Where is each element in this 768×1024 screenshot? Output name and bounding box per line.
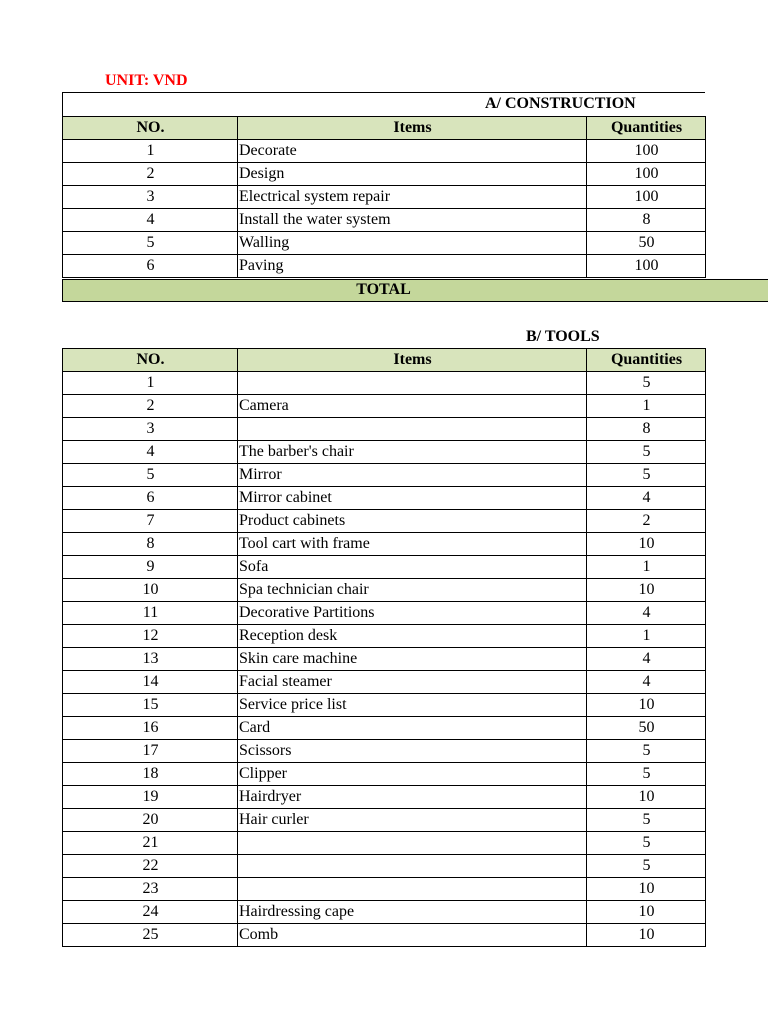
row-item-cell: Install the water system [238,209,587,232]
row-number-cell: 25 [63,924,238,947]
row-item-cell: Hair curler [238,809,587,832]
row-item-cell [238,832,587,855]
row-item-cell [238,372,587,395]
row-quantity-cell: 10 [587,786,706,809]
row-quantity-cell: 5 [587,763,706,786]
row-item-cell: Hairdressing cape [238,901,587,924]
row-number-cell: 13 [63,648,238,671]
row-number-cell: 17 [63,740,238,763]
tools-table [62,348,706,947]
table-row [63,209,706,232]
table-row [63,809,706,832]
row-quantity-cell: 10 [587,924,706,947]
row-quantity-cell: 4 [587,487,706,510]
row-number-cell: 2 [63,163,238,186]
row-quantity-cell: 5 [587,855,706,878]
row-number-cell: 3 [63,418,238,441]
header-quantities: Quantities [587,349,706,372]
table-row [63,510,706,533]
row-item-cell: Decorative Partitions [238,602,587,625]
row-number-cell: 8 [63,533,238,556]
row-quantity-cell: 4 [587,671,706,694]
row-item-cell [238,418,587,441]
table-row [63,579,706,602]
table-row [63,694,706,717]
row-item-cell: Skin care machine [238,648,587,671]
table-row [63,163,706,186]
table-row [63,671,706,694]
row-number-cell: 5 [63,464,238,487]
row-quantity-cell: 50 [587,232,706,255]
row-quantity-cell: 10 [587,533,706,556]
row-number-cell: 1 [63,140,238,163]
row-number-cell: 4 [63,441,238,464]
row-quantity-cell: 100 [587,255,706,278]
row-number-cell: 20 [63,809,238,832]
row-quantity-cell: 50 [587,717,706,740]
row-quantity-cell: 8 [587,209,706,232]
row-item-cell: Spa technician chair [238,579,587,602]
row-number-cell: 6 [63,487,238,510]
row-item-cell: Mirror [238,464,587,487]
row-item-cell: Design [238,163,587,186]
row-number-cell: 4 [63,209,238,232]
tools-header-row [63,349,706,372]
row-number-cell: 22 [63,855,238,878]
construction-header-row [63,117,706,140]
table-row [63,740,706,763]
table-row [63,786,706,809]
row-quantity-cell: 10 [587,901,706,924]
row-number-cell: 5 [63,232,238,255]
table-row [63,372,706,395]
row-item-cell: Service price list [238,694,587,717]
construction-left-border [62,92,63,116]
row-number-cell: 11 [63,602,238,625]
row-item-cell: Product cabinets [238,510,587,533]
table-row [63,464,706,487]
row-item-cell: Tool cart with frame [238,533,587,556]
row-item-cell: Walling [238,232,587,255]
header-items: Items [238,349,587,372]
row-quantity-cell: 4 [587,602,706,625]
row-quantity-cell: 5 [587,372,706,395]
row-item-cell: The barber's chair [238,441,587,464]
unit-label: UNIT: VND [105,72,188,89]
row-number-cell: 21 [63,832,238,855]
row-item-cell: Sofa [238,556,587,579]
row-item-cell [238,878,587,901]
row-quantity-cell: 10 [587,878,706,901]
row-item-cell: Reception desk [238,625,587,648]
table-row [63,832,706,855]
table-row [63,533,706,556]
row-quantity-cell: 5 [587,441,706,464]
row-item-cell: Scissors [238,740,587,763]
construction-title: A/ CONSTRUCTION [485,95,636,112]
row-quantity-cell: 5 [587,740,706,763]
table-row [63,763,706,786]
table-row [63,441,706,464]
table-row [63,602,706,625]
table-row [63,717,706,740]
table-row [63,232,706,255]
row-quantity-cell: 5 [587,832,706,855]
table-row [63,878,706,901]
row-number-cell: 19 [63,786,238,809]
table-row [63,418,706,441]
table-row [63,487,706,510]
row-number-cell: 9 [63,556,238,579]
row-item-cell: Camera [238,395,587,418]
row-number-cell: 18 [63,763,238,786]
row-item-cell: Electrical system repair [238,186,587,209]
row-item-cell: Facial steamer [238,671,587,694]
construction-top-border [62,92,705,93]
header-items: Items [238,117,587,140]
row-quantity-cell: 1 [587,625,706,648]
row-item-cell: Card [238,717,587,740]
table-row [63,901,706,924]
row-item-cell: Comb [238,924,587,947]
row-number-cell: 3 [63,186,238,209]
construction-table [62,116,706,278]
table-row [63,855,706,878]
table-row [63,140,706,163]
table-row [63,255,706,278]
construction-body [63,140,706,278]
row-number-cell: 1 [63,372,238,395]
row-item-cell: Decorate [238,140,587,163]
table-row [63,186,706,209]
table-row [63,395,706,418]
row-number-cell: 10 [63,579,238,602]
header-no: NO. [63,349,238,372]
table-row [63,625,706,648]
row-number-cell: 12 [63,625,238,648]
row-item-cell: Paving [238,255,587,278]
row-quantity-cell: 4 [587,648,706,671]
row-item-cell: Mirror cabinet [238,487,587,510]
row-number-cell: 7 [63,510,238,533]
row-number-cell: 16 [63,717,238,740]
row-quantity-cell: 100 [587,140,706,163]
row-number-cell: 15 [63,694,238,717]
row-quantity-cell: 10 [587,579,706,602]
row-number-cell: 14 [63,671,238,694]
header-quantities: Quantities [587,117,706,140]
row-quantity-cell: 5 [587,464,706,487]
row-quantity-cell: 8 [587,418,706,441]
row-quantity-cell: 10 [587,694,706,717]
row-item-cell: Hairdryer [238,786,587,809]
row-quantity-cell: 1 [587,556,706,579]
row-quantity-cell: 5 [587,809,706,832]
table-row [63,648,706,671]
row-item-cell: Clipper [238,763,587,786]
table-row [63,924,706,947]
total-label: TOTAL [356,281,411,298]
row-quantity-cell: 2 [587,510,706,533]
row-number-cell: 24 [63,901,238,924]
tools-title: B/ TOOLS [526,328,600,345]
tools-body [63,372,706,947]
row-number-cell: 6 [63,255,238,278]
row-quantity-cell: 100 [587,163,706,186]
row-number-cell: 23 [63,878,238,901]
row-quantity-cell: 100 [587,186,706,209]
header-no: NO. [63,117,238,140]
row-item-cell [238,855,587,878]
row-number-cell: 2 [63,395,238,418]
table-row [63,556,706,579]
row-quantity-cell: 1 [587,395,706,418]
